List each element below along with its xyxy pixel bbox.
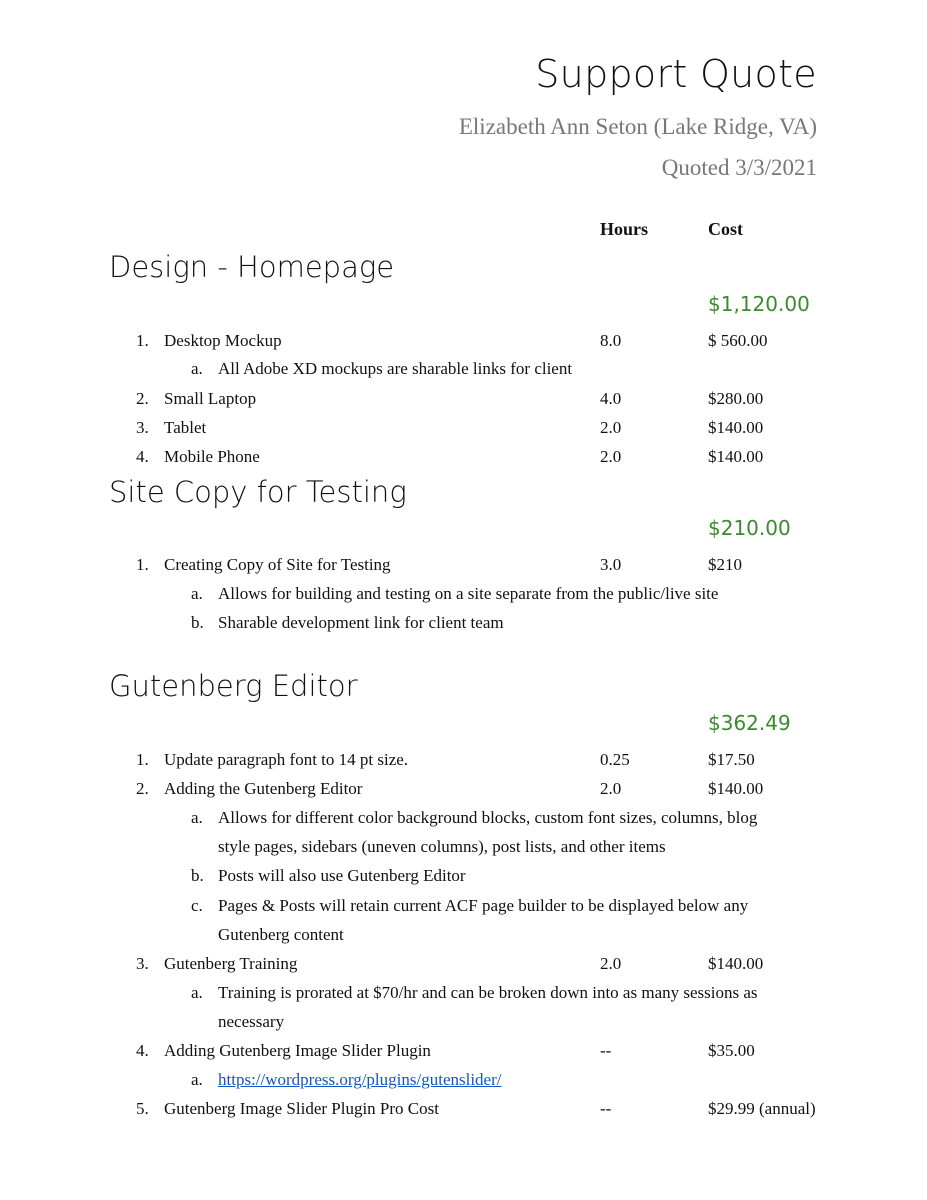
sub-item-letter: a. <box>191 1070 203 1089</box>
section-total: $210.00 <box>708 516 791 540</box>
item-label: Small Laptop <box>164 389 257 408</box>
sub-item <box>0 866 927 892</box>
item-number: 1. <box>136 555 149 574</box>
sub-item-letter: a. <box>191 359 203 378</box>
item-label: Gutenberg Training <box>164 954 298 973</box>
line-item <box>0 331 927 357</box>
sub-item-text: Gutenberg content <box>218 925 344 944</box>
section-total: $362.49 <box>708 711 791 735</box>
line-item <box>0 1099 927 1125</box>
sub-item-continuation <box>0 837 927 863</box>
item-hours: 3.0 <box>600 555 622 574</box>
item-cost: $140.00 <box>708 779 764 798</box>
item-number: 5. <box>136 1099 149 1118</box>
item-hours: -- <box>600 1099 612 1118</box>
sub-item <box>0 808 927 834</box>
item-hours: 4.0 <box>600 389 622 408</box>
item-label: Gutenberg Image Slider Plugin Pro Cost <box>164 1099 439 1118</box>
item-label: Tablet <box>164 418 207 437</box>
item-cost: $29.99 (annual) <box>708 1099 816 1118</box>
item-hours: 2.0 <box>600 447 622 466</box>
item-hours: -- <box>600 1041 612 1060</box>
hours-column-header: Hours <box>600 219 649 239</box>
item-label: Creating Copy of Site for Testing <box>164 555 391 574</box>
sub-item-continuation <box>0 925 927 951</box>
sub-item-letter: a. <box>191 983 203 1002</box>
sub-item-letter: c. <box>191 896 203 915</box>
sub-item-text: Pages & Posts will retain current ACF page builder to be displayed below any <box>218 896 749 915</box>
item-number: 1. <box>136 331 149 350</box>
item-number: 2. <box>136 779 149 798</box>
line-item <box>0 389 927 415</box>
sub-item-letter: a. <box>191 584 203 603</box>
client-name: Elizabeth Ann Seton (Lake Ridge, VA) <box>458 114 817 139</box>
sub-item-text: Sharable development link for client team <box>218 613 504 632</box>
sub-item-text: Posts will also use Gutenberg Editor <box>218 866 466 885</box>
sub-item-letter: b. <box>191 866 204 885</box>
item-cost: $17.50 <box>708 750 755 769</box>
item-number: 1. <box>136 750 149 769</box>
line-item <box>0 750 927 776</box>
sub-item <box>0 896 927 922</box>
item-hours: 8.0 <box>600 331 622 350</box>
section-title: Gutenberg Editor <box>109 669 358 703</box>
sub-item-text: Allows for building and testing on a site separate from the public/live site <box>218 584 719 603</box>
item-cost: $ 560.00 <box>708 331 768 350</box>
sub-item <box>0 1070 927 1096</box>
sub-item-text: All Adobe XD mockups are sharable links for client <box>218 359 573 378</box>
item-label: Update paragraph font to 14 pt size. <box>164 750 409 769</box>
section-title: Design - Homepage <box>109 250 395 284</box>
item-number: 2. <box>136 389 149 408</box>
item-hours: 2.0 <box>600 418 622 437</box>
cost-column-header: Cost <box>708 219 743 239</box>
item-hours: 2.0 <box>600 779 622 798</box>
item-cost: $210 <box>708 555 742 574</box>
sub-item-letter: a. <box>191 808 203 827</box>
line-item <box>0 555 927 581</box>
line-item <box>0 779 927 805</box>
sub-item-continuation <box>0 1012 927 1038</box>
line-item <box>0 1041 927 1067</box>
item-cost: $280.00 <box>708 389 764 408</box>
line-item <box>0 447 927 473</box>
item-label: Adding the Gutenberg Editor <box>164 779 363 798</box>
line-item <box>0 954 927 980</box>
section-title: Site Copy for Testing <box>109 475 407 509</box>
item-number: 4. <box>136 1041 149 1060</box>
sub-item-text: Allows for different color background blocks, custom font sizes, columns, blog <box>218 808 758 827</box>
plugin-link[interactable]: https://wordpress.org/plugins/gutenslider/ <box>218 1070 502 1089</box>
item-cost: $140.00 <box>708 447 764 466</box>
sub-item-text: necessary <box>218 1012 285 1031</box>
item-cost: $140.00 <box>708 954 764 973</box>
sub-item <box>0 983 927 1009</box>
item-cost: $140.00 <box>708 418 764 437</box>
item-label: Desktop Mockup <box>164 331 282 350</box>
sub-item-letter: b. <box>191 613 204 632</box>
item-hours: 0.25 <box>600 750 630 769</box>
sub-item-text: Training is prorated at $70/hr and can be broken down into as many sessions as <box>218 983 758 1002</box>
quote-date: Quoted 3/3/2021 <box>661 155 817 180</box>
sub-item <box>0 613 927 639</box>
item-cost: $35.00 <box>708 1041 755 1060</box>
item-label: Mobile Phone <box>164 447 260 466</box>
item-label: Adding Gutenberg Image Slider Plugin <box>164 1041 431 1060</box>
item-number: 3. <box>136 954 149 973</box>
page-title: Support Quote <box>535 52 817 96</box>
sub-item-text: style pages, sidebars (uneven columns), post lists, and other items <box>218 837 666 856</box>
item-number: 3. <box>136 418 149 437</box>
section-total: $1,120.00 <box>708 292 810 316</box>
line-item <box>0 418 927 444</box>
item-number: 4. <box>136 447 149 466</box>
sub-item <box>0 359 927 385</box>
item-hours: 2.0 <box>600 954 622 973</box>
sub-item <box>0 584 927 610</box>
